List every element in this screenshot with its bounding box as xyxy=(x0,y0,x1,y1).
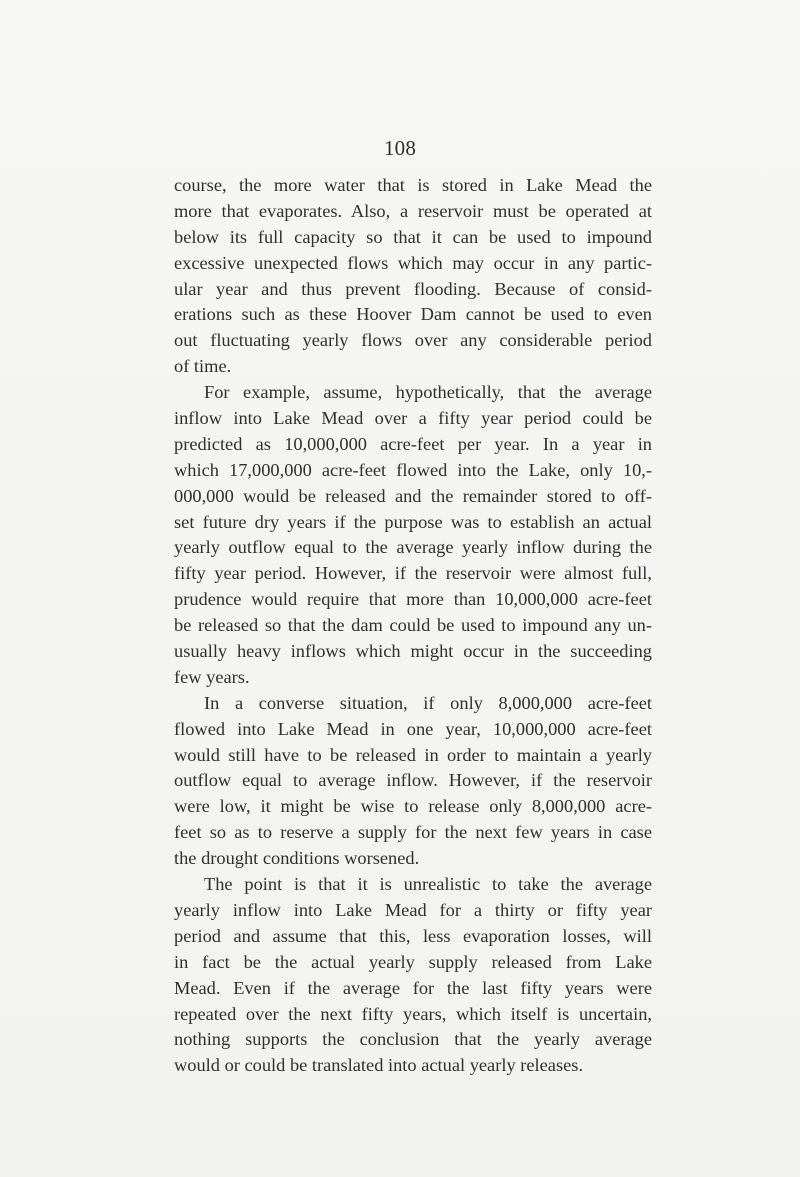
text-line: ular year and thus prevent flooding. Because of consid- xyxy=(174,278,652,299)
text-line: erations such as these Hoover Dam cannot be used to even xyxy=(174,304,652,325)
text-line: yearly outflow equal to the average yearly inflow during the xyxy=(174,537,652,558)
body-text xyxy=(174,173,652,1079)
text-line: In a converse situation, if only 8,000,000 acre-feet xyxy=(204,692,652,713)
text-line: which 17,000,000 acre-feet flowed into the Lake, only 10,- xyxy=(174,459,652,480)
text-line: prudence would require that more than 10,000,000 acre-feet xyxy=(174,589,652,610)
text-line: flowed into Lake Mead in one year, 10,000,000 acre-feet xyxy=(174,718,652,739)
text-line: below its full capacity so that it can be used to impound xyxy=(174,226,652,247)
text-line: set future dry years if the purpose was to establish an actual xyxy=(174,511,652,532)
text-line: in fact be the actual yearly supply released from Lake xyxy=(174,951,652,972)
text-line: 000,000 would be released and the remainder stored to off- xyxy=(174,485,652,506)
paragraph xyxy=(174,691,652,872)
text-line: fifty year period. However, if the reservoir were almost full, xyxy=(174,563,652,584)
paragraph xyxy=(174,872,652,1079)
text-line: out fluctuating yearly flows over any considerable period xyxy=(174,330,652,351)
text-line: nothing supports the conclusion that the yearly average xyxy=(174,1029,652,1050)
text-line: The point is that it is unrealistic to take the average xyxy=(204,874,652,895)
text-line: feet so as to reserve a supply for the next few years in case xyxy=(174,822,652,843)
text-line: the drought conditions worsened. xyxy=(174,848,420,869)
paragraph xyxy=(174,380,652,691)
text-line: Mead. Even if the average for the last fifty years were xyxy=(174,977,652,998)
text-line: yearly inflow into Lake Mead for a thirty or fifty year xyxy=(174,899,652,920)
text-line: would or could be translated into actual yearly releases. xyxy=(174,1055,584,1076)
text-line: of time. xyxy=(174,356,232,377)
text-line: excessive unexpected flows which may occur in any partic- xyxy=(174,252,652,273)
text-line: inflow into Lake Mead over a fifty year period could be xyxy=(174,408,652,429)
text-line: outflow equal to average inflow. However, if the reservoir xyxy=(174,770,652,791)
text-line: more that evaporates. Also, a reservoir must be operated at xyxy=(174,200,652,221)
text-line: predicted as 10,000,000 acre-feet per year. In a year in xyxy=(174,433,652,454)
page-number: 108 xyxy=(383,136,417,160)
text-line: usually heavy inflows which might occur in the succeeding xyxy=(174,641,652,662)
paragraph xyxy=(174,173,652,380)
text-line: For example, assume, hypothetically, that the average xyxy=(204,382,652,403)
text-line: were low, it might be wise to release only 8,000,000 acre- xyxy=(174,796,652,817)
text-line: be released so that the dam could be used to impound any un- xyxy=(174,615,652,636)
text-line: period and assume that this, less evaporation losses, will xyxy=(174,925,652,946)
text-line: repeated over the next fifty years, which itself is uncertain, xyxy=(174,1003,652,1024)
text-line: course, the more water that is stored in Lake Mead the xyxy=(174,175,652,195)
text-line: few years. xyxy=(174,666,250,687)
text-line: would still have to be released in order to maintain a yearly xyxy=(174,744,652,765)
